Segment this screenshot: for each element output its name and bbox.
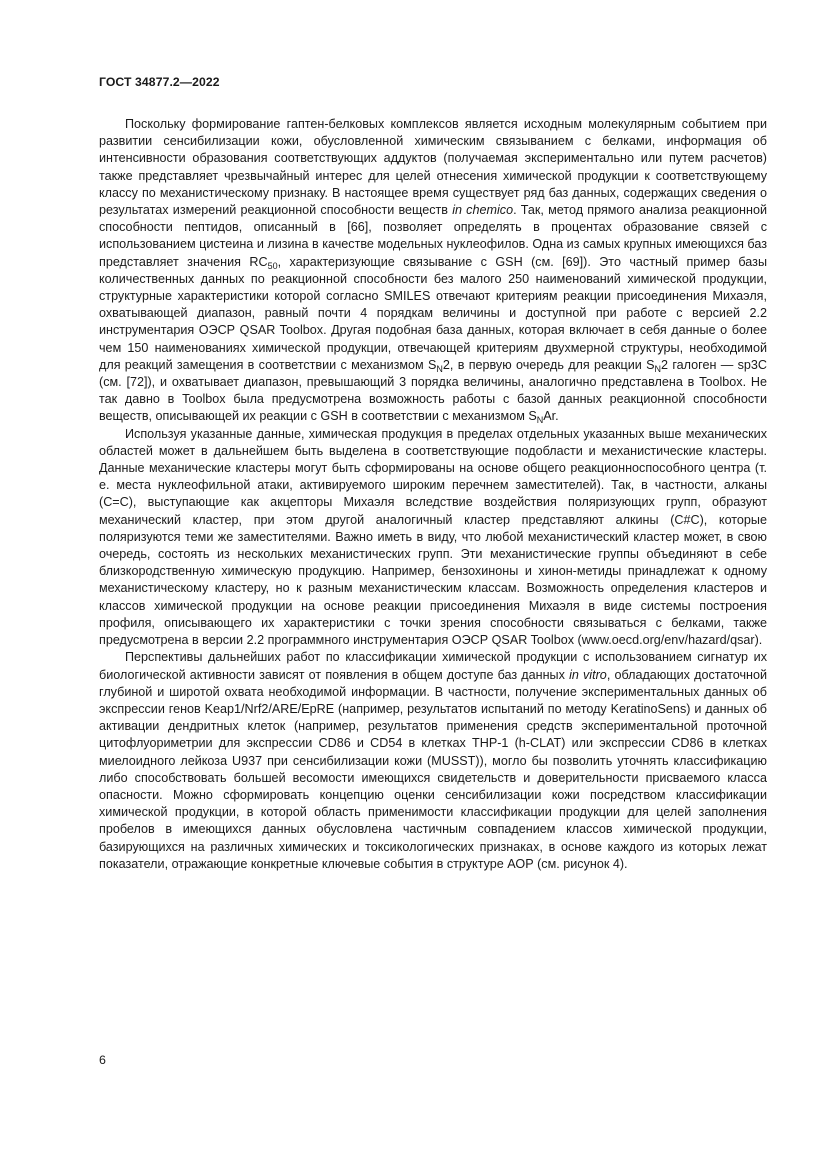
page-body (99, 116, 767, 873)
page-number: 6 (99, 1053, 106, 1067)
p1-text-e: 2 галоген — sp3C (см. [72]), и охватывает диапазон, превышающий 3 порядка величины, аналогично представлена в Toolbox. Не так давно в Toolbox была предусмотрена возможность работы с базой данных реакционной способности веществ, описывающей их реакции с GSH в соответствии с механизмом S (99, 357, 767, 424)
document-header: ГОСТ 34877.2—2022 (99, 75, 220, 89)
p1-subscript-rc50: 50 (267, 260, 278, 271)
p1-text-b: . Так, метод прямого анализа реакционной способности пептидов, описанный в [66], позволяет определять в процентах образование связей с использованием цистеина и лизина в качестве модельных нуклеофилов. Одна из самых крупных имеющихся баз представляет значения RC (99, 203, 767, 269)
p1-text-c: , характеризующие связывание с GSH (см. [69]). Это частный пример базы количественных данных по реакционной способности без малого 250 наименований химической продукции, структурные характеристики которой согласно SMILES отвечают критериям реакции присоединения Михаэля, охватывающей диапазон, равный почти 4 порядкам величины и доступной при работе с версией 2.2 инструментария ОЭСР QSAR Toolbox. Другая подобная база данных, которая включает в себя данные о более чем 150 наименованиях химической продукции, отвечающей критериям двухмерной структуры, необходимой для реакций замещения в соответствии с механизмом S (99, 254, 767, 372)
p1-text-a: Поскольку формирование гаптен-белковых комплексов является исходным молекулярным событием при развитии сенсибилизации кожи, обусловленной химическим связыванием с белками, информация об интенсивности образования соответствующих аддуктов (получаемая экспериментально или путем расчетов) также представляет чрезвычайный интерес для целей отнесения химической продукции к соответствующему классу по механистическому признаку. В настоящее время существует ряд баз данных, содержащих сведения о результатах измерений реакционной способности веществ (99, 117, 767, 218)
p3-text-a: Перспективы дальнейших работ по классификации химической продукции с использованием сигнатур их биологической активности зависят от появления в общем доступе баз данных (99, 650, 767, 682)
p1-subscript-n-2: N (654, 363, 662, 374)
paragraph-1 (99, 116, 767, 426)
p3-text-b: , обладающих достаточной глубиной и широтой охвата необходимой информации. В частности, получение экспериментальных данных об экспрессии генов Keap1/Nrf2/ARE/EpRE (например, результатов испытаний по методу KeratinoSens) и данных об активации дендритных клеток (например, результатов применения средств экспериментальной проточной цитофлуориметрии для экспрессии CD86 и CD54 в клетках THP-1 (h-CLAT) или экспрессии CD86 в клетках миелоидного лейкоза U937 при сенсибилизации кожи (MUSST)), могло бы позволить уточнять классификацию либо способствовать большей весомости имеющихся свидетельств и доверительности присваемого класса опасности. Можно сформировать концепцию оценки сенсибилизации кожи посредством классификации химической продукции, в которой область применимости классификации продукции для целей заполнения пробелов в имеющихся данных обусловлена частичным совпадением классов химической продукции, базирующихся на различных химических и токсикологических признаках, в основе каждого из которых лежат показатели, отражающие конкретные ключевые события в структуре АОР (см. рисунок 4). (99, 667, 768, 871)
p1-text-d: 2, в первую очередь для реакции S (442, 357, 655, 372)
paragraph-2: Используя указанные данные, химическая продукция в пределах отдельных указанных выше механических областей может в дальнейшем быть выделена в соответствующие подобласти и механистические кластеры. Данные механические кластеры могут быть сформированы на основе общего реакционноспособного центра (т. е. места нуклеофильной атаки, активируемого широким перечнем заместителей). Так, в частности, алканы (С=С), выступающие как акцепторы Михаэля вследствие воздействия поляризующих групп, образуют механический кластер, при этом другой аналогичный кластер представляют алкины (С#С), которые поляризуются теми же заместителями. Важно иметь в виду, что любой механистический кластер может, в свою очередь, состоять из нескольких механистических групп. Эти механистические группы объединяют в себе близкородственную химическую продукцию. Например, бензохиноны и хинон-метиды принадлежат к одному механистическому кластеру, но к разным механистическим классам. Возможность определения кластеров и классов химической продукции на основе реакции присоединения Михаэля в виде системы построения профиля, описывающего их характеристики с точки зрения способности связываться с белками, также предусмотрена в версии 2.2 программного инструментария ОЭСР QSAR Toolbox (www.oecd.org/env/hazard/qsar). (99, 426, 767, 648)
p1-text-f: Ar. (543, 409, 559, 424)
p1-subscript-n-1: N (436, 363, 443, 374)
paragraph-3 (99, 649, 767, 873)
p1-italic-term: in chemico (452, 203, 514, 218)
p3-italic-term: in vitro (569, 667, 607, 682)
p1-subscript-n-3: N (536, 415, 544, 426)
